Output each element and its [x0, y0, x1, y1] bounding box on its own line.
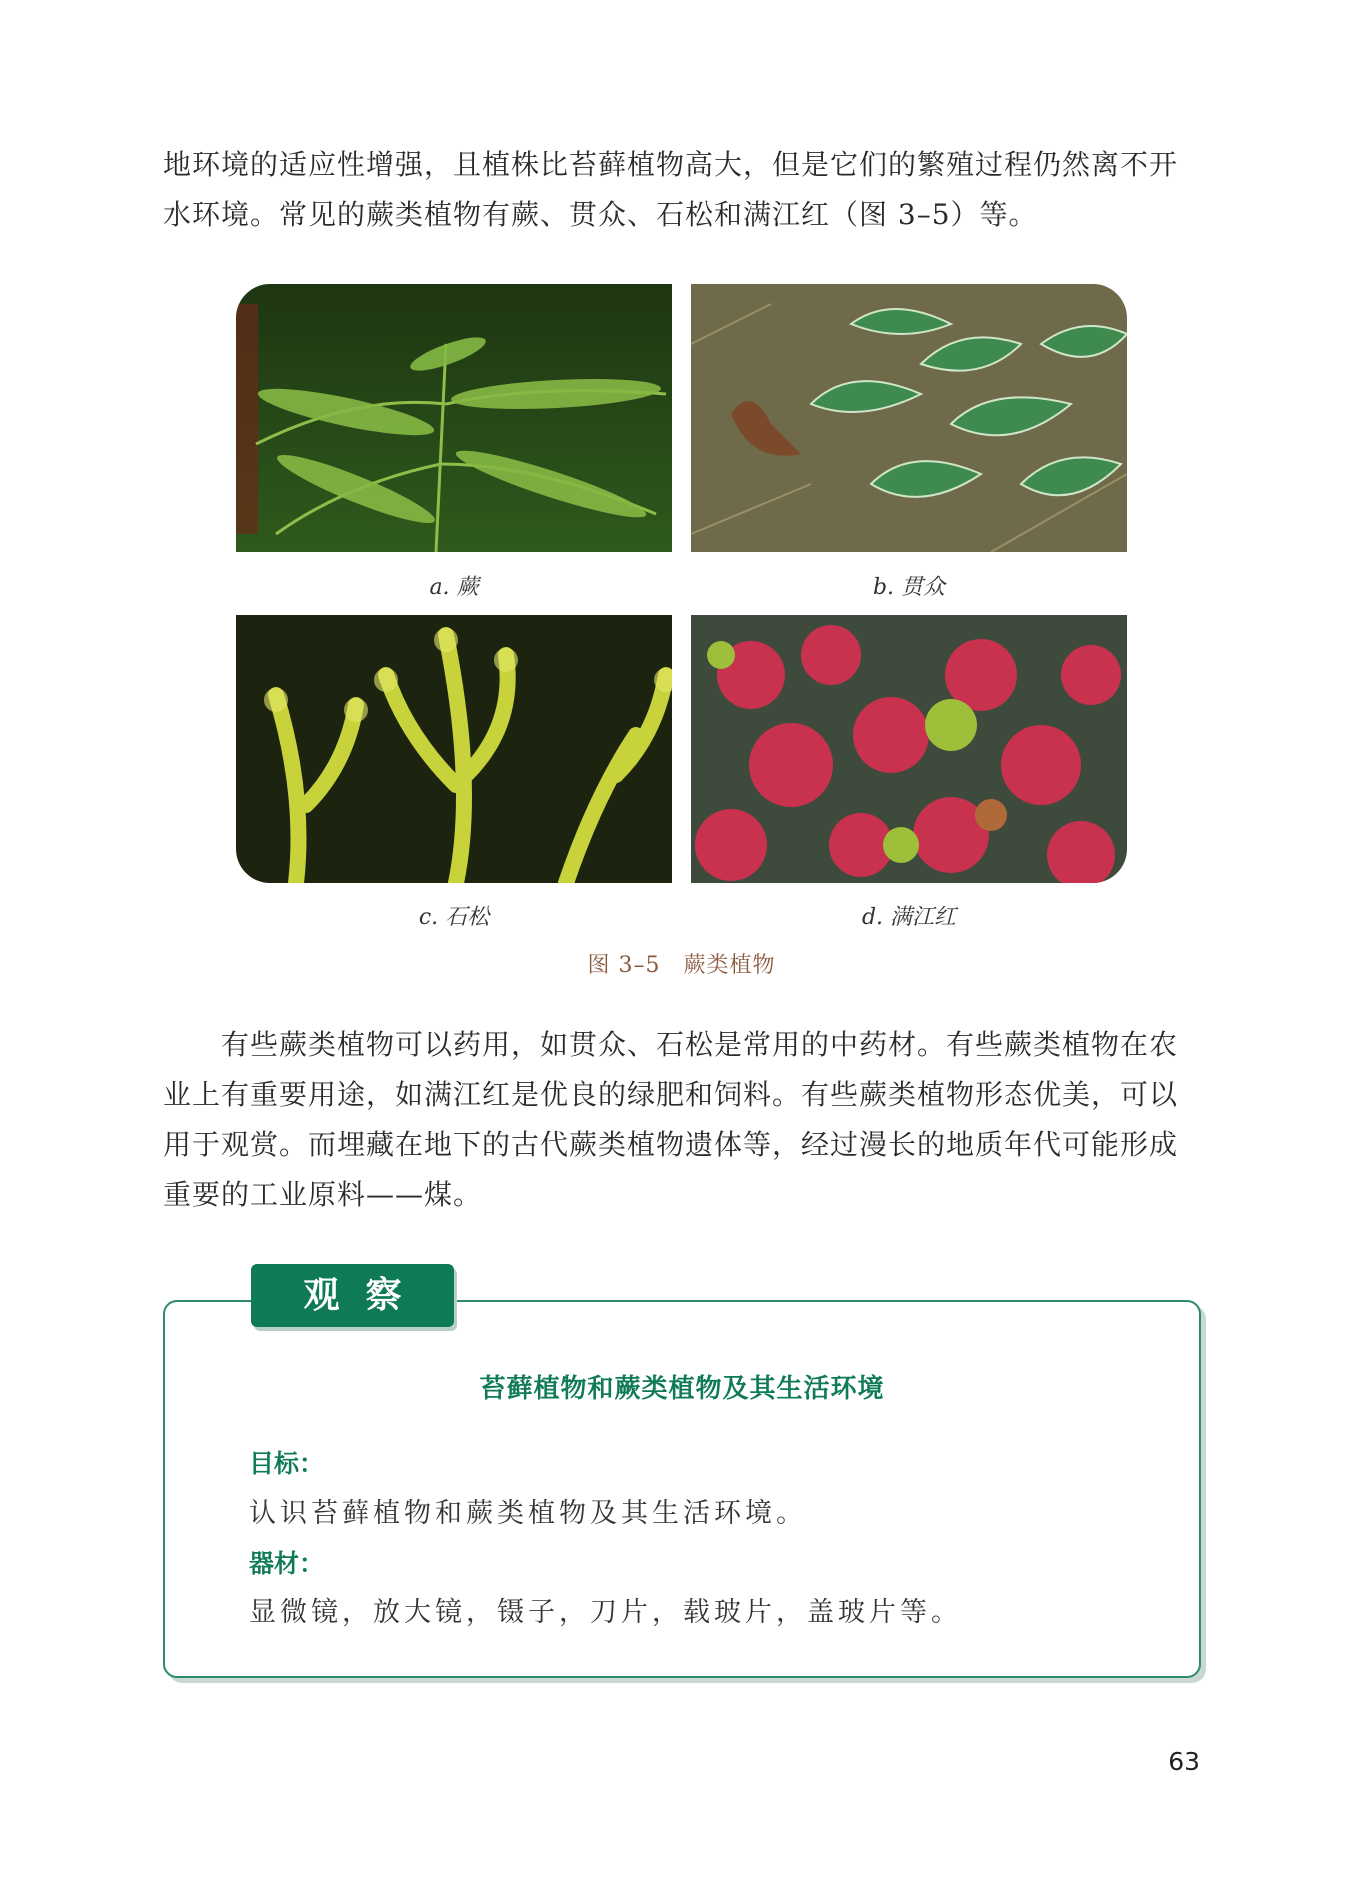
- goal-text: 认识苔藓植物和蕨类植物及其生活环境。: [249, 1498, 807, 1529]
- observation-tab: 观察: [251, 1264, 454, 1327]
- photo-bracken-fern: [236, 284, 672, 552]
- caption-b: b. 贯众: [872, 575, 946, 600]
- photo-holly-fern: [691, 284, 1127, 552]
- caption-c: c. 石松: [418, 905, 490, 930]
- caption-a: a. 蕨: [429, 575, 479, 600]
- page-number: 63: [1168, 1747, 1200, 1776]
- observation-title: 苔藓植物和蕨类植物及其生活环境: [479, 1374, 885, 1404]
- photo-azolla: [691, 615, 1127, 883]
- photo-clubmoss: [236, 615, 672, 883]
- figure-title: 图 3–5 蕨类植物: [587, 953, 776, 978]
- material-label: 器材：: [249, 1549, 325, 1578]
- paragraph-middle: 有些蕨类植物可以药用，如贯众、石松是常用的中药材。有些蕨类植物在农业上有重要用途，如满江红是优良的绿肥和饲料。有些蕨类植物形态优美，可以用于观赏。而埋藏在地下的古代蕨类植物遗体等，经过漫长的地质年代可能形成重要的工业原料——煤。: [163, 1028, 1179, 1211]
- material-text: 显微镜，放大镜，镊子，刀片，载玻片，盖玻片等。: [249, 1597, 962, 1628]
- caption-d: d. 满江红: [861, 905, 957, 930]
- paragraph-top: 地环境的适应性增强，且植株比苔藓植物高大，但是它们的繁殖过程仍然离不开水环境。常见的蕨类植物有蕨、贯众、石松和满江红（图 3–5）等。: [163, 148, 1179, 231]
- goal-label: 目标：: [249, 1449, 325, 1478]
